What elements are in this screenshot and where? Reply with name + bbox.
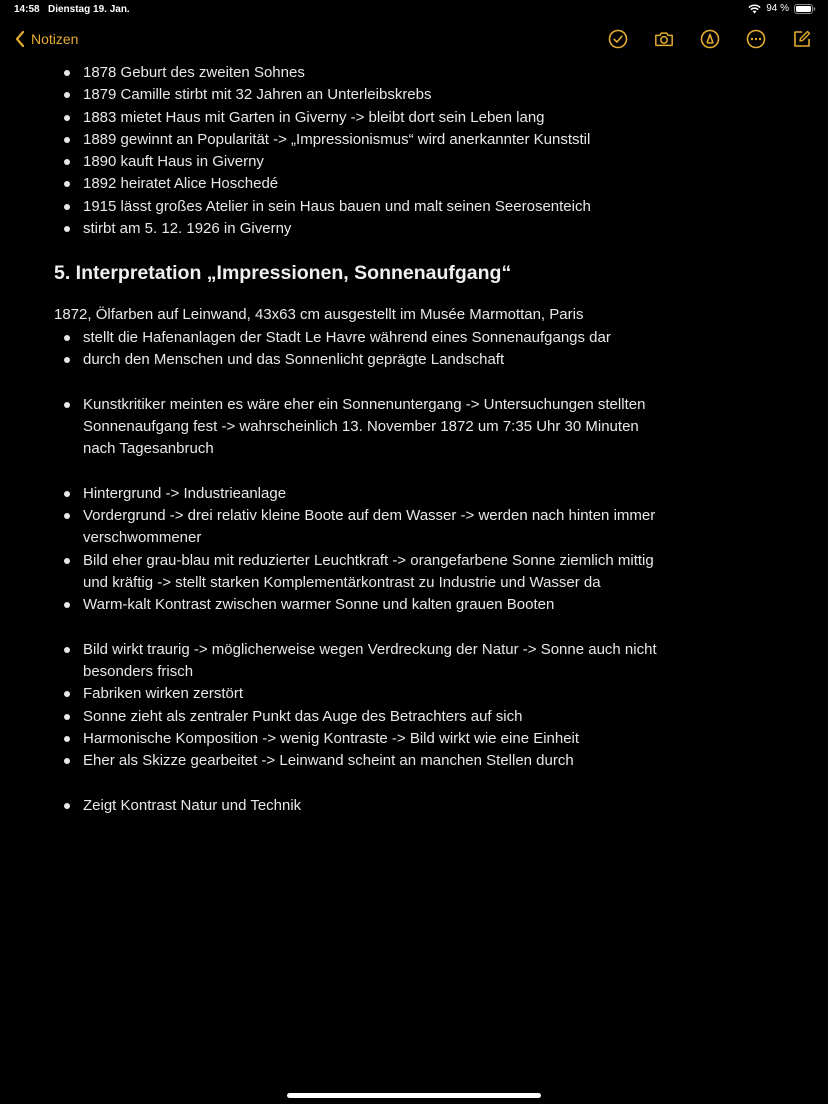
intro-paragraph: 1872, Ölfarben auf Leinwand, 43x63 cm ausgestellt im Musée Marmottan, Paris [54, 306, 584, 324]
compose-icon[interactable] [792, 29, 812, 49]
list-item: 1890 kauft Haus in Giverny [54, 151, 674, 173]
chevron-left-icon [14, 30, 26, 48]
list-item: 1915 lässt großes Atelier in sein Haus bauen und malt seinen Seerosenteich [54, 196, 674, 218]
section-heading: 5. Interpretation „Impressionen, Sonnenaufgang“ [54, 262, 512, 285]
status-time: 14:58 [14, 4, 40, 15]
biography-list [54, 62, 674, 240]
list-item: durch den Menschen und das Sonnenlicht geprägte Landschaft [54, 349, 674, 371]
battery-icon [794, 4, 816, 14]
wifi-icon [748, 4, 761, 14]
list-item: 1883 mietet Haus mit Garten in Giverny -> bleibt dort sein Leben lang [54, 107, 674, 129]
list-item: stellt die Hafenanlagen der Stadt Le Havre während eines Sonnenaufgangs dar [54, 327, 674, 349]
status-indicators [748, 3, 816, 14]
more-icon[interactable] [746, 29, 766, 49]
list-item: Hintergrund -> Industrieanlage [54, 483, 674, 505]
list-item: Eher als Skizze gearbeitet -> Leinwand scheint an manchen Stellen durch [54, 750, 674, 772]
note-body[interactable] [54, 62, 674, 817]
interpretation-list-3 [54, 483, 674, 617]
list-item: Vordergrund -> drei relativ kleine Boote auf dem Wasser -> werden nach hinten immer verschwommener [54, 505, 674, 550]
list-item: Zeigt Kontrast Natur und Technik [54, 795, 674, 817]
list-item: Bild wirkt traurig -> möglicherweise wegen Verdreckung der Natur -> Sonne auch nicht besonders frisch [54, 639, 674, 684]
list-item: 1892 heiratet Alice Hoschedé [54, 173, 674, 195]
battery-percent: 94 % [766, 3, 789, 14]
interpretation-list-5 [54, 795, 674, 817]
status-bar [0, 0, 828, 20]
list-item: 1879 Camille stirbt mit 32 Jahren an Unterleibskrebs [54, 84, 674, 106]
list-item: Warm-kalt Kontrast zwischen warmer Sonne und kalten grauen Booten [54, 594, 674, 616]
list-item: Fabriken wirken zerstört [54, 683, 674, 705]
interpretation-list-4 [54, 639, 674, 773]
list-item: 1889 gewinnt an Popularität -> „Impressionismus“ wird anerkannter Kunststil [54, 129, 674, 151]
interpretation-list-2 [54, 394, 674, 461]
status-date: Dienstag 19. Jan. [48, 4, 130, 15]
nav-bar [0, 26, 828, 56]
markup-icon[interactable] [700, 29, 720, 49]
camera-icon[interactable] [654, 29, 674, 49]
checklist-icon[interactable] [608, 29, 628, 49]
list-item: Kunstkritiker meinten es wäre eher ein Sonnenuntergang -> Untersuchungen stellten Sonnenaufgang fest -> wahrscheinlich 13. November 1872 um 7:35 Uhr 30 Minuten nach Tagesanbruch [54, 394, 674, 461]
toolbar [608, 29, 812, 49]
list-item: Bild eher grau-blau mit reduzierter Leuchtkraft -> orangefarbene Sonne ziemlich mittig und kräftig -> stellt starken Komplementärkontrast zu Industrie und Wasser da [54, 550, 674, 595]
list-item: stirbt am 5. 12. 1926 in Giverny [54, 218, 674, 240]
list-item: Harmonische Komposition -> wenig Kontraste -> Bild wirkt wie eine Einheit [54, 728, 674, 750]
list-item: Sonne zieht als zentraler Punkt das Auge des Betrachters auf sich [54, 706, 674, 728]
back-label: Notizen [31, 31, 79, 47]
back-button[interactable] [14, 30, 78, 48]
list-item: 1878 Geburt des zweiten Sohnes [54, 62, 674, 84]
home-indicator[interactable] [287, 1093, 541, 1098]
interpretation-list-1 [54, 327, 674, 372]
